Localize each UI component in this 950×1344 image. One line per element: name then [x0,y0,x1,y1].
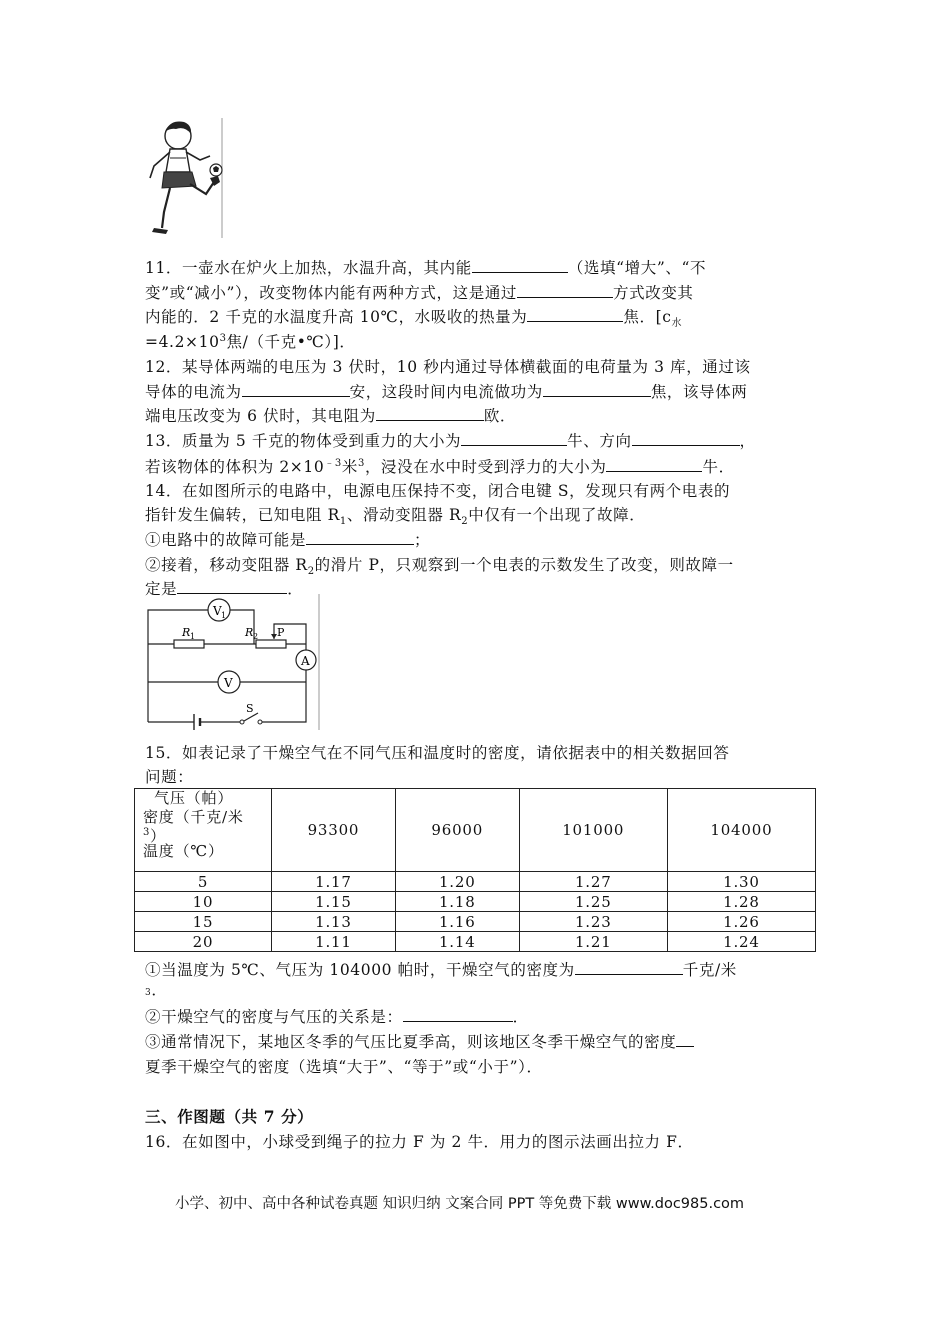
density-cell: 1.20 [395,872,519,892]
q15-line1: 15．如表记录了干燥空气在不同气压和温度时的密度，请依据表中的相关数据回答 [145,744,730,762]
q15-blank-2[interactable] [403,1007,513,1022]
q15-answer3: ③通常情况下，某地区冬季的气压比夏季高，则该地区冬季干燥空气的密度 [145,1030,694,1052]
q14-line5: 定是 ． [145,580,304,598]
table-header-row [135,789,816,872]
table-row [135,892,816,912]
table-row [135,872,816,892]
density-cell: 1.25 [519,892,667,912]
q11-blank-2[interactable] [517,283,613,298]
resistor-r1 [174,626,204,648]
ammeter-a [296,650,316,670]
q15-answer2: ②干燥空气的密度与气压的关系是： ． [145,1008,529,1026]
q13-blank-3[interactable] [606,457,702,472]
density-cell: 1.16 [395,912,519,932]
air-density-table [134,788,816,952]
density-cell: 1.24 [667,932,815,952]
q11-line1: 11．一壶水在炉火上加热，水温升高，其内能 （选填“增大”、“不 [145,259,707,277]
table-row [135,912,816,932]
section-heading: 三、作图题（共 7 分） [145,1107,314,1126]
q12-line2: 导体的电流为 安，这段时间内电流做功为 焦，该导体两 [145,383,748,401]
svg-text:1: 1 [190,632,196,641]
q15-answer1-cont: 3． [145,981,168,999]
q15-answer3-cont: 夏季干燥空气的密度（选填“大于”、“等于”或“小于”）． [145,1058,543,1076]
density-cell: 1.26 [667,912,815,932]
battery [194,714,200,730]
page-footer: 小学、初中、高中各种试卷真题 知识归纳 文案合同 PPT 等免费下载 www.doc985.com [175,1196,745,1212]
q12-line1: 12．某导体两端的电压为 3 伏时，10 秒内通过导体横截面的电荷量为 3 库，通过该 [145,358,751,376]
svg-text:2: 2 [253,632,259,641]
voltmeter-v1 [208,599,230,621]
svg-text:A: A [301,654,310,668]
table-row [135,932,816,952]
density-cell: 1.11 [272,932,396,952]
q13-blank-2[interactable] [632,431,740,446]
q12-blank-3[interactable] [376,406,484,421]
q13-line1: 13．质量为 5 千克的物体受到重力的大小为 牛、方向 ， [145,432,756,450]
q15-blank-3[interactable] [676,1032,694,1047]
density-cell: 1.14 [395,932,519,952]
q12-blank-1[interactable] [242,382,350,397]
q14-line1: 14．在如图所示的电路中，电源电压保持不变，闭合电键 S，发现只有两个电表的 [145,482,731,500]
svg-text:V: V [213,604,222,618]
pressure-header: 101000 [519,789,667,872]
q15-line2: 问题： [145,768,194,786]
svg-text:R: R [182,626,191,639]
q15-answer1: ①当温度为 5℃、气压为 104000 帕时，干燥空气的密度为 千克/米 [145,961,737,979]
q11-line2: 变”或“减小”），改变物体内能有两种方式，这是通过 方式改变其 [145,284,694,302]
svg-text:1: 1 [221,611,227,620]
svg-text:V: V [224,676,233,690]
q13-blank-1[interactable] [461,431,567,446]
pressure-header: 104000 [667,789,815,872]
svg-text:P: P [277,626,285,639]
density-cell: 1.17 [272,872,396,892]
q14-line2: 指针发生偏转，已知电阻 $R_1$、滑动变阻器 $R_2$中仅有一个出现了故障． [145,506,646,528]
table-corner-header: 气压（帕） 密度（千克/米 $^3$） 温度（℃） [135,789,272,872]
q14-blank-1[interactable] [306,530,414,545]
q12-blank-2[interactable] [543,382,651,397]
density-cell: 1.30 [667,872,815,892]
q11-blank-1[interactable] [472,258,568,273]
switch-s [240,702,262,724]
q14-line4: ②接着，移动变阻器 $R_2$的滑片 P，只观察到一个电表的示数发生了改变，则故障一 [145,556,734,578]
temperature-cell: 5 [135,872,272,892]
boy-kicking-ball-figure [140,116,230,240]
temperature-cell: 10 [135,892,272,912]
q11-line4: $=4.2\times 10^3$焦/（千克•℃）]． [145,332,356,351]
q11-line3: 内能的．2 千克的水温度升高 10℃，水吸收的热量为 焦．[$c_水$ [145,308,683,330]
density-cell: 1.28 [667,892,815,912]
density-cell: 1.23 [519,912,667,932]
q12-line3: 端电压改变为 6 伏时，其电阻为 欧． [145,407,517,425]
q13-line2: 若该物体的体积为 $2\times 10^{﹣3}$米$^3$，浸没在水中时受到浮力的大小为 牛． [145,458,735,477]
q11-blank-3[interactable] [527,307,623,322]
density-cell: 1.18 [395,892,519,912]
q15-blank-1[interactable] [575,960,683,975]
density-cell: 1.27 [519,872,667,892]
svg-text:S: S [246,702,254,715]
pressure-header: 96000 [395,789,519,872]
rheostat-r2 [244,624,306,650]
density-cell: 1.13 [272,912,396,932]
density-cell: 1.21 [519,932,667,952]
pressure-header: 93300 [272,789,396,872]
temperature-cell: 15 [135,912,272,932]
q16-line: 16．在如图中，小球受到绳子的拉力 F 为 2 牛．用力的图示法画出拉力 F． [145,1133,694,1151]
temperature-cell: 20 [135,932,272,952]
circuit-diagram [140,592,325,732]
svg-text:R: R [245,626,254,639]
q14-line3: ①电路中的故障可能是 ； [145,531,431,549]
voltmeter-v [218,671,240,693]
density-cell: 1.15 [272,892,396,912]
